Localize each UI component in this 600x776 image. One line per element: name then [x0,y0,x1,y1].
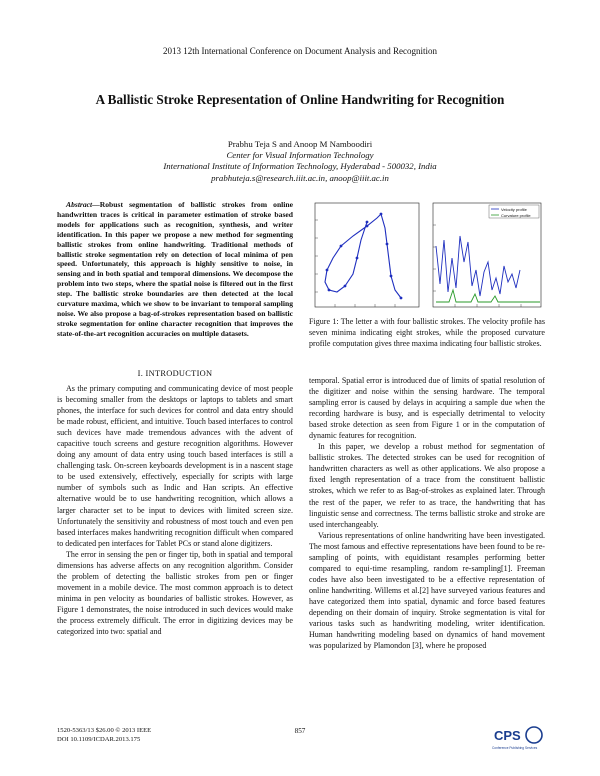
abstract-text: —Robust segmentation of ballistic strokes from online handwritten traces is critical in parameter estimation of stroke based models for applications such as recognition, synthesis, and writer identification. In this paper we propose a new method for segmenting ballistic strokes from online handwriting. Traditional methods of ballistic stroke segmentation rely on detection of local minima of pen speed. Unfortunately, this approach is highly sensitive to noise, in sensing and in both spatial and temporal dimensions. We decompose the problem into two steps, where the spatial noise is filtered out in the first step. The ballistic stroke boundaries are then detected at the local curvature maxima, which we show to be invariant to temporal sampling noise. We also propose a bag-of-strokes representation based on ballistic stroke segmentation for online character recognition that improves the state-of-the-art recognition accuracies on multiple datasets. [57,200,293,338]
legend-velocity-label: Velocity profile [501,206,527,212]
footer-doi: DOI 10.1109/ICDAR.2013.175 [57,735,141,743]
profile-plot-frame [433,203,541,307]
figure-1 [309,200,545,312]
author-block [40,139,560,184]
author-institute: International Institute of Information Technology, Hyderabad - 500032, India [163,161,437,172]
cps-logo-subtitle: Conference Publishing Services [492,746,538,750]
cps-logo-ring [526,727,542,743]
paragraph: As the primary computing and communicating device of most people is becoming smaller from the desktops or laptops to tablets and smart phones, the interface for such devices for control and data entry should be made robust, efficient, and intuitive. Touch based interfaces to control such devices have made tremendous advances with the advent of capacitive touch screens and gesture recognition algorithms. However doing any amount of data entry using touch based interfaces is still a challenging task. On-screen keyboards development is in a nascent stage to be used extensively, effectively, especially for scripts with large number of symbols such as Indic and Han scripts. An effective alternative would be to use handwriting recognition, which allows a larger character set to be input to devices with limited screen size. Unfortunately the sensitivity and robustness of most touch and even pen based interfaces makes handwriting recognition difficult when compared to dedicated pen interfaces for Tablet PCs or stand alone digitizers. [57,384,293,548]
trace-plot-frame [315,203,419,307]
paragraph: Various representations of online handwriting have been investigated. The most famous and effective representations have been found to be re-sampling of points, with equidistant resamples performing better compared to equi-time resampling, random re-sampling[1]. Freeman codes have also been investigated to be a effective representation of online handwriting. Willems et al.[2] have surveyed various features and have categorized them into spatial, dynamic and force based features depending on their domain of inquiry. Stroke segmentation is vital for various tasks such as handwriting modeling, writer identification. Human handwriting modeling based on dynamics of hand movement was popularized by Plamondon [3], where he proposed [309,530,545,651]
paper-title: A Ballistic Stroke Representation of Online Handwriting for Recognition [95,92,505,107]
figure-1-caption: Figure 1: The letter a with four ballistic strokes. The velocity profile has seven minima indicating eight strokes, while the proposed curvature profile computation gives three maxima indicating four ballistic strokes. [309,317,545,348]
trace-plot [315,203,419,307]
cps-logo [490,724,550,752]
author-center: Center for Visual Information Technology [226,150,374,161]
profile-legend [489,205,539,218]
left-column-body [57,383,293,637]
page-number: 857 [294,727,306,735]
legend-curvature-label: Curvature profile [501,212,531,218]
author-emails: prabhuteja.s@research.iiit.ac.in, anoop@iiit.ac.in [211,172,389,183]
profile-plot [433,203,541,307]
paragraph: The error in sensing the pen or finger tip, both in spatial and temporal dimensions has adverse affects on any recognition algorithm. Consider the problem of detecting the ballistic strokes from pen or finger movement in a mobile device. The most common approach is to detect minima in pen velocity as boundaries of ballistic strokes. However, as Figure 1 demonstrates, the noise introduced in such devices would make the process extremely difficult. The error in digitizing devices may be categorized into two: spatial and [57,549,293,637]
footer-issn: 1520-5363/13 $26.00 © 2013 IEEE [57,727,152,734]
section-heading-introduction: I. INTRODUCTION [137,369,213,378]
abstract-lead: Abstract [66,200,93,209]
cps-logo-graphic [490,724,550,752]
author-names: Prabhu Teja S and Anoop M Namboodiri [227,139,373,149]
cps-logo-text: CPS [494,728,521,743]
abstract [57,200,293,339]
figure-1-plots [309,200,545,312]
paragraph: temporal. Spatial error is introduced due of limits of spatial resolution of the digitizer and noise within the sensing hardware. The temporal sampling error is caused by delays in acquiring a sample due when the recording hardware is busy, and is especially detrimental to velocity based stroke detection as seen from Figure 1 or in the computation of dynamic features for recognition. [309,376,545,441]
right-column-body [309,375,545,651]
conference-header: 2013 12th International Conference on Document Analysis and Recognition [163,46,437,56]
paragraph: In this paper, we develop a robust method for segmentation of ballistic strokes. The detected strokes can be used for recognition of handwritten characters as well as other applications. We also propose a fixed length representation of a trace from the constituent ballistic strokes, which we refer to as Bag-of-strokes as explained later. Through the rest of the paper, we refer to as trace, the handwriting that has linguistic sense and correctness. The terms ballistic stroke and stroke are used interchangeably. [309,442,545,529]
